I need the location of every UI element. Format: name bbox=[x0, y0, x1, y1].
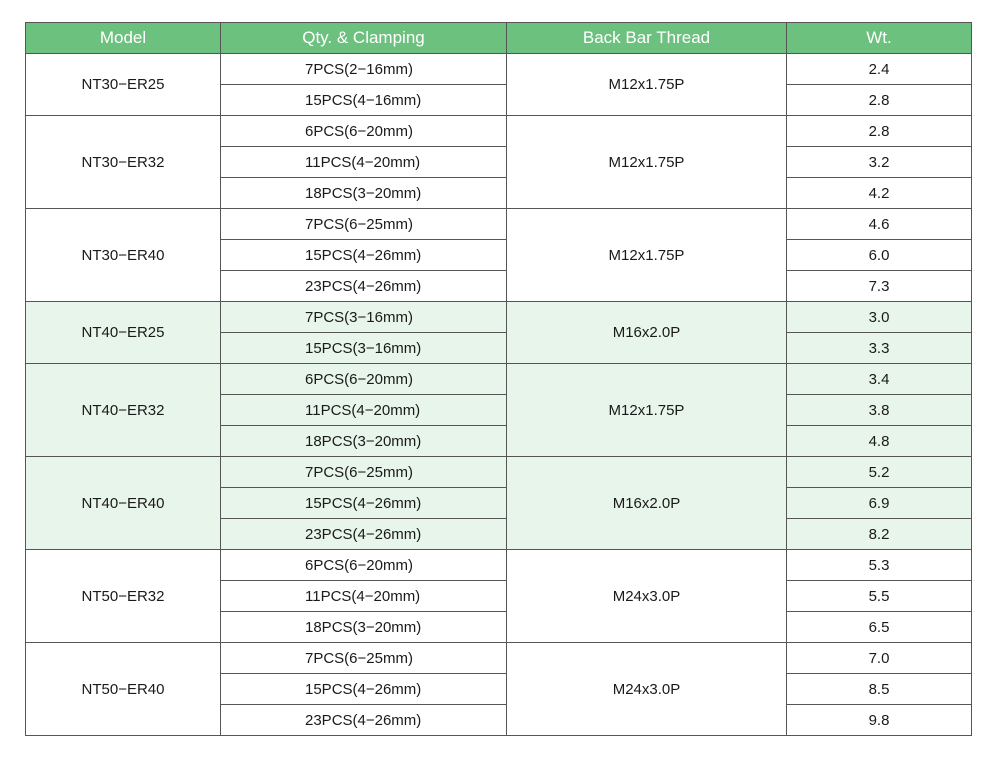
header-back-bar-thread: Back Bar Thread bbox=[507, 23, 787, 54]
weight-cell: 3.4 bbox=[787, 364, 972, 395]
qty-clamping-cell: 15PCS(4−26mm) bbox=[221, 240, 507, 271]
weight-cell: 7.0 bbox=[787, 643, 972, 674]
model-cell: NT30−ER40 bbox=[26, 209, 221, 302]
qty-clamping-cell: 11PCS(4−20mm) bbox=[221, 581, 507, 612]
qty-clamping-cell: 6PCS(6−20mm) bbox=[221, 550, 507, 581]
table-body bbox=[26, 54, 972, 736]
model-cell: NT40−ER40 bbox=[26, 457, 221, 550]
qty-clamping-cell: 7PCS(2−16mm) bbox=[221, 54, 507, 85]
qty-clamping-cell: 7PCS(6−25mm) bbox=[221, 643, 507, 674]
table-header bbox=[26, 23, 972, 54]
header-qty-clamping: Qty. & Clamping bbox=[221, 23, 507, 54]
qty-clamping-cell: 15PCS(4−16mm) bbox=[221, 85, 507, 116]
back-bar-thread-cell: M16x2.0P bbox=[507, 457, 787, 550]
model-cell: NT30−ER25 bbox=[26, 54, 221, 116]
qty-clamping-cell: 15PCS(4−26mm) bbox=[221, 488, 507, 519]
weight-cell: 5.5 bbox=[787, 581, 972, 612]
model-cell: NT40−ER25 bbox=[26, 302, 221, 364]
weight-cell: 5.2 bbox=[787, 457, 972, 488]
weight-cell: 3.0 bbox=[787, 302, 972, 333]
table-row bbox=[26, 364, 972, 395]
table-row bbox=[26, 302, 972, 333]
table-row bbox=[26, 116, 972, 147]
header-weight: Wt. bbox=[787, 23, 972, 54]
qty-clamping-cell: 15PCS(3−16mm) bbox=[221, 333, 507, 364]
qty-clamping-cell: 7PCS(6−25mm) bbox=[221, 457, 507, 488]
table-row bbox=[26, 457, 972, 488]
qty-clamping-cell: 18PCS(3−20mm) bbox=[221, 178, 507, 209]
table-row bbox=[26, 550, 972, 581]
qty-clamping-cell: 23PCS(4−26mm) bbox=[221, 271, 507, 302]
back-bar-thread-cell: M12x1.75P bbox=[507, 209, 787, 302]
weight-cell: 5.3 bbox=[787, 550, 972, 581]
back-bar-thread-cell: M16x2.0P bbox=[507, 302, 787, 364]
qty-clamping-cell: 7PCS(3−16mm) bbox=[221, 302, 507, 333]
qty-clamping-cell: 23PCS(4−26mm) bbox=[221, 519, 507, 550]
weight-cell: 3.8 bbox=[787, 395, 972, 426]
weight-cell: 6.5 bbox=[787, 612, 972, 643]
weight-cell: 6.9 bbox=[787, 488, 972, 519]
back-bar-thread-cell: M12x1.75P bbox=[507, 54, 787, 116]
model-cell: NT50−ER40 bbox=[26, 643, 221, 736]
back-bar-thread-cell: M24x3.0P bbox=[507, 550, 787, 643]
qty-clamping-cell: 18PCS(3−20mm) bbox=[221, 426, 507, 457]
table-row bbox=[26, 209, 972, 240]
table-row bbox=[26, 643, 972, 674]
weight-cell: 6.0 bbox=[787, 240, 972, 271]
qty-clamping-cell: 15PCS(4−26mm) bbox=[221, 674, 507, 705]
weight-cell: 7.3 bbox=[787, 271, 972, 302]
weight-cell: 8.2 bbox=[787, 519, 972, 550]
weight-cell: 2.8 bbox=[787, 116, 972, 147]
qty-clamping-cell: 11PCS(4−20mm) bbox=[221, 147, 507, 178]
weight-cell: 9.8 bbox=[787, 705, 972, 736]
header-row bbox=[26, 23, 972, 54]
spec-table bbox=[25, 22, 972, 736]
weight-cell: 2.8 bbox=[787, 85, 972, 116]
qty-clamping-cell: 18PCS(3−20mm) bbox=[221, 612, 507, 643]
table-row bbox=[26, 54, 972, 85]
qty-clamping-cell: 7PCS(6−25mm) bbox=[221, 209, 507, 240]
qty-clamping-cell: 23PCS(4−26mm) bbox=[221, 705, 507, 736]
weight-cell: 2.4 bbox=[787, 54, 972, 85]
qty-clamping-cell: 6PCS(6−20mm) bbox=[221, 116, 507, 147]
weight-cell: 4.6 bbox=[787, 209, 972, 240]
weight-cell: 3.3 bbox=[787, 333, 972, 364]
weight-cell: 3.2 bbox=[787, 147, 972, 178]
back-bar-thread-cell: M12x1.75P bbox=[507, 116, 787, 209]
model-cell: NT40−ER32 bbox=[26, 364, 221, 457]
back-bar-thread-cell: M12x1.75P bbox=[507, 364, 787, 457]
weight-cell: 8.5 bbox=[787, 674, 972, 705]
model-cell: NT30−ER32 bbox=[26, 116, 221, 209]
model-cell: NT50−ER32 bbox=[26, 550, 221, 643]
weight-cell: 4.8 bbox=[787, 426, 972, 457]
qty-clamping-cell: 6PCS(6−20mm) bbox=[221, 364, 507, 395]
qty-clamping-cell: 11PCS(4−20mm) bbox=[221, 395, 507, 426]
back-bar-thread-cell: M24x3.0P bbox=[507, 643, 787, 736]
header-model: Model bbox=[26, 23, 221, 54]
weight-cell: 4.2 bbox=[787, 178, 972, 209]
